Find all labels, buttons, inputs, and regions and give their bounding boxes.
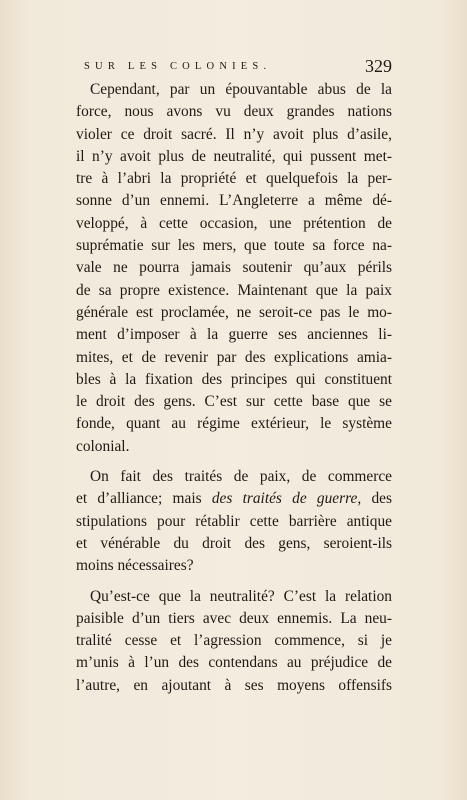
text-line: bles à la fixation des principes qui constituent bbox=[76, 370, 392, 388]
paragraph-2 bbox=[76, 466, 392, 577]
text-line: fonde, quant au régime extérieur, le système bbox=[76, 415, 392, 433]
italic-phrase: des traités de guerre bbox=[211, 490, 358, 508]
running-head bbox=[76, 56, 392, 78]
text-line: Qu’est-ce que la neutralité? C’est la relation bbox=[90, 587, 392, 605]
text-line: vale ne pourra jamais soutenir qu’aux périls bbox=[76, 259, 392, 277]
text-line: force, nous avons vu deux grandes nations bbox=[76, 103, 392, 121]
text-line: violer ce droit sacré. Il n’y avoit plus d’asile, bbox=[76, 125, 392, 143]
text-line: m’unis à l’un des contendans au préjudice de bbox=[76, 654, 392, 672]
text-line: sonne d’un ennemi. L’Angleterre a même dé- bbox=[76, 192, 392, 210]
text-run: et d’alliance; mais bbox=[76, 490, 212, 508]
text-line: ment d’imposer à la guerre ses anciennes li- bbox=[76, 326, 392, 344]
text-line: et vénérable du droit des gens, seroient-ils bbox=[76, 534, 392, 552]
text-line: de sa propre existence. Maintenant que la paix bbox=[76, 281, 392, 299]
paragraph-3 bbox=[76, 586, 392, 697]
text-line: mites, et de revenir par des explications amia- bbox=[76, 348, 392, 366]
text-line: tralité cesse et l’agression commence, si je bbox=[76, 632, 392, 650]
text-line bbox=[76, 488, 392, 510]
text-run: , des bbox=[357, 490, 392, 508]
text-line: stipulations pour rétablir cette barrière antique bbox=[76, 512, 392, 530]
text-line: tre à l’abri la propriété et quelquefois la per- bbox=[76, 170, 392, 188]
paragraph-1 bbox=[76, 79, 392, 458]
text-line: le droit des gens. C’est sur cette base que se bbox=[76, 393, 392, 411]
text-line: Cependant, par un épouvantable abus de la bbox=[90, 81, 392, 98]
running-title: SUR LES COLONIES. bbox=[84, 61, 272, 72]
text-line: suprématie sur les mers, que toute sa force na- bbox=[76, 237, 392, 255]
text-line: moins nécessaires? bbox=[76, 557, 194, 575]
text-line: veloppé, à cette occasion, une prétention de bbox=[76, 214, 392, 232]
body-text bbox=[76, 79, 392, 705]
text-line: générale est proclamée, ne seroit-ce pas le mo- bbox=[76, 303, 392, 321]
page-number: 329 bbox=[365, 56, 392, 76]
text-line: paisible d’un tiers avec deux ennemis. La neu- bbox=[76, 609, 392, 627]
text-line: On fait des traités de paix, de commerce bbox=[90, 468, 392, 486]
text-line: l’autre, en ajoutant à ses moyens offensifs bbox=[76, 676, 392, 694]
text-line: colonial. bbox=[76, 437, 130, 455]
text-line: il n’y avoit plus de neutralité, qui pussent met- bbox=[76, 147, 392, 165]
